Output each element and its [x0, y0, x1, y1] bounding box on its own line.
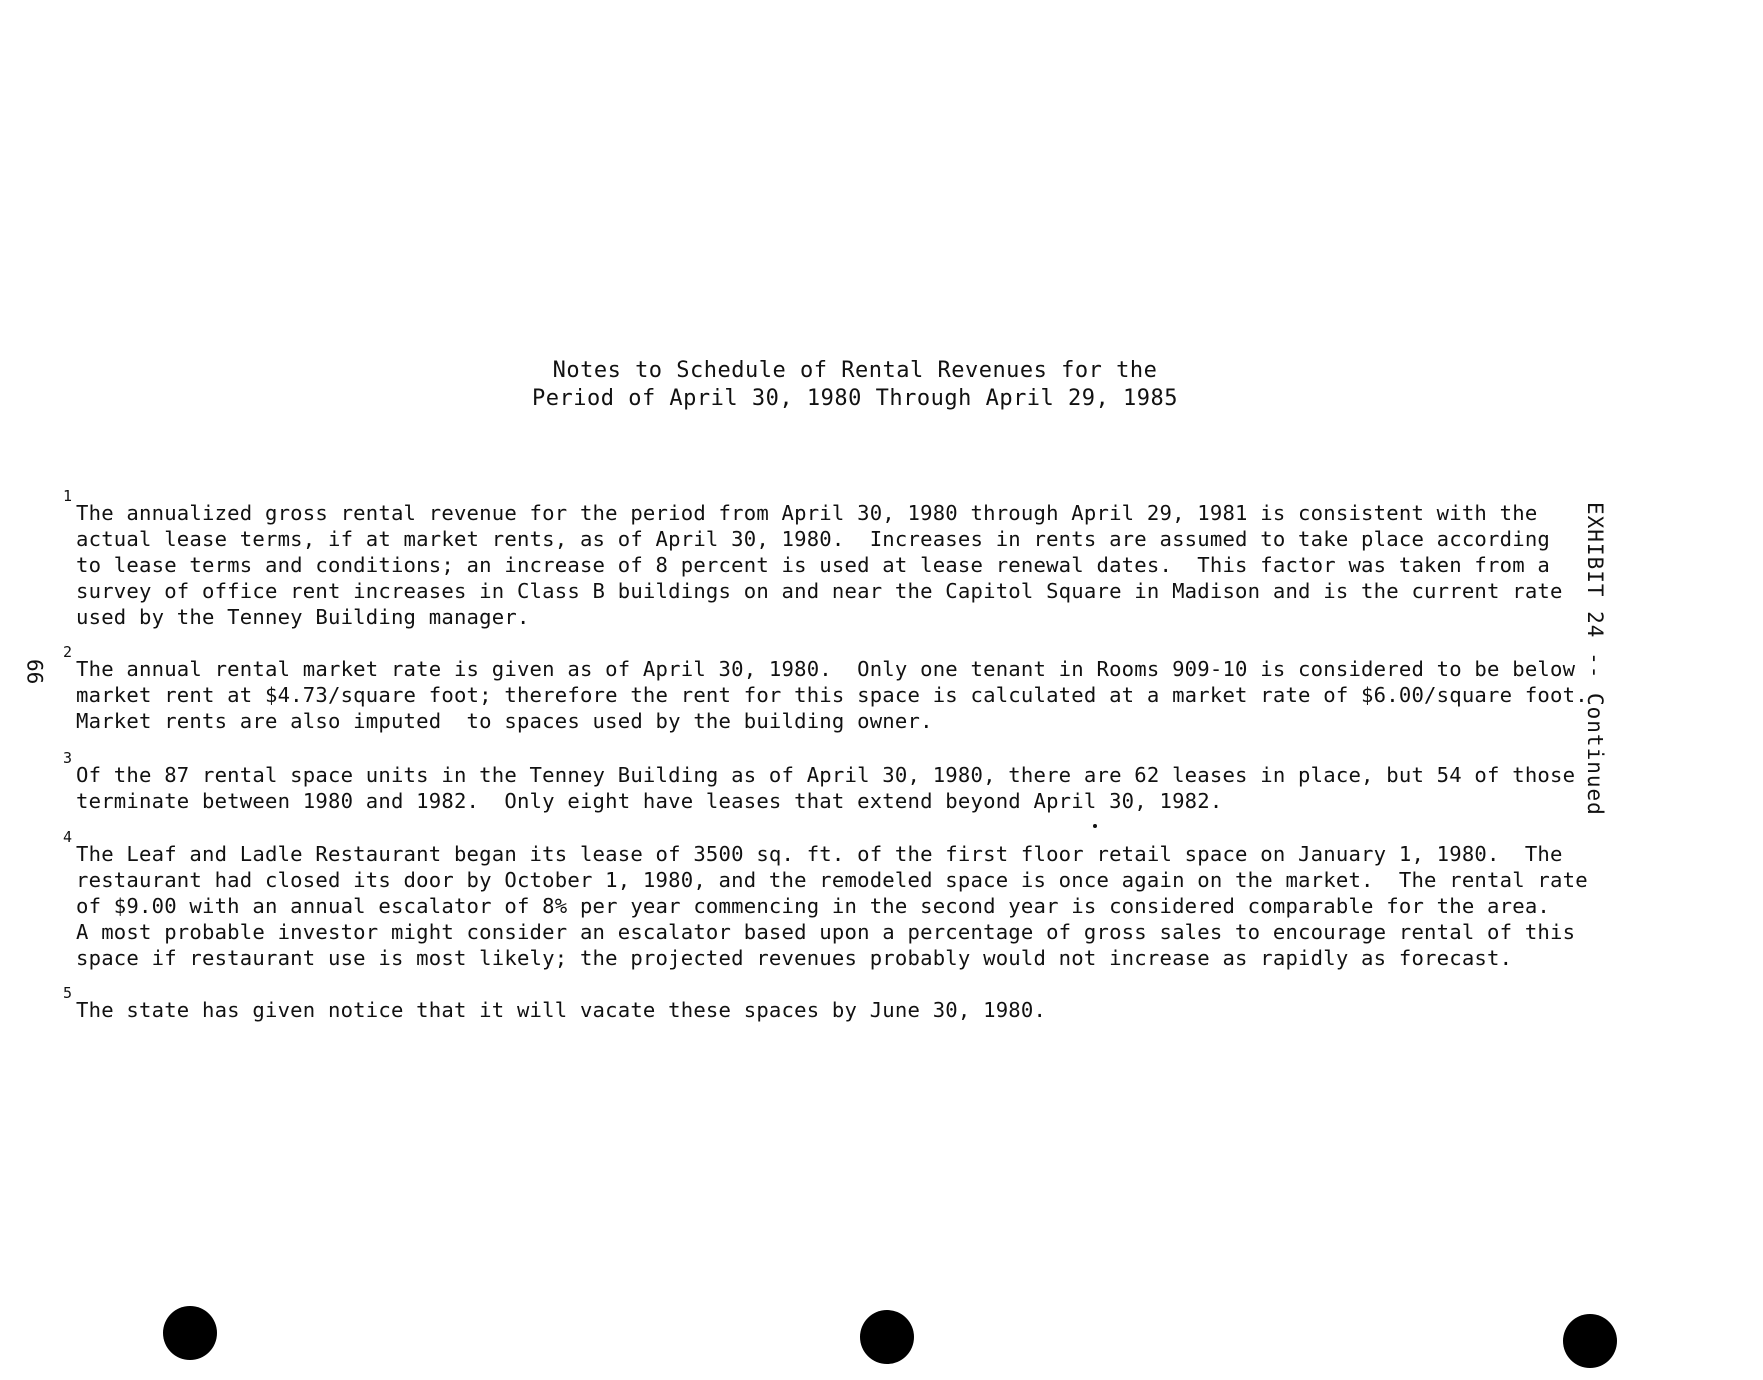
footnote-marker: 5: [63, 984, 73, 1002]
footnote-line: The state has given notice that it will vacate these spaces by June 30, 1980.: [76, 998, 1047, 1022]
footnote-marker: 1: [63, 487, 73, 505]
footnote-line: space if restaurant use is most likely; the projected revenues probably would not increase as rapidly as forecast.: [76, 946, 1513, 970]
stray-dot: [1093, 824, 1097, 828]
punch-hole-left: [163, 1306, 217, 1360]
footnote-line: The annual rental market rate is given as of April 30, 1980. Only one tenant in Rooms 909-10 is considered to be below: [76, 657, 1576, 681]
footnote-marker: 2: [63, 643, 73, 661]
footnote-line: of $9.00 with an annual escalator of 8% per year commencing in the second year is considered comparable for the area.: [76, 894, 1551, 918]
page-number: 99: [24, 659, 48, 685]
footnote-2: [63, 643, 1591, 734]
footnote-marker: 4: [63, 828, 73, 846]
punch-hole-right: [1563, 1314, 1617, 1368]
footnote-line: actual lease terms, if at market rents, as of April 30, 1980. Increases in rents are assumed to take place according: [76, 527, 1551, 551]
footnote-marker: 3: [63, 749, 73, 767]
footnote-5: [63, 984, 1591, 1023]
footnote-line: used by the Tenney Building manager.: [76, 605, 530, 629]
exhibit-label: EXHIBIT 24 -- Continued: [1583, 502, 1607, 816]
footnote-1: [63, 487, 1591, 630]
footnote-line: survey of office rent increases in Class B buildings on and near the Capitol Square in Madison and is the current rate: [76, 579, 1563, 603]
page-title-line-1: Notes to Schedule of Rental Revenues for the: [552, 358, 1158, 383]
footnote-line: restaurant had closed its door by October 1, 1980, and the remodeled space is once again on the market. The rental rate: [76, 868, 1588, 892]
punch-hole-center: [860, 1310, 914, 1364]
footnote-line: The annualized gross rental revenue for the period from April 30, 1980 through April 29, 1981 is consistent with the: [76, 501, 1538, 525]
footnote-line: to lease terms and conditions; an increase of 8 percent is used at lease renewal dates. This factor was taken from a: [76, 553, 1551, 577]
footnote-4: [63, 828, 1591, 971]
footnote-3: [63, 749, 1591, 814]
page-title-line-2: Period of April 30, 1980 Through April 29, 1985: [531, 386, 1179, 411]
footnote-line: A most probable investor might consider an escalator based upon a percentage of gross sales to encourage rental of this: [76, 920, 1576, 944]
footnote-line: terminate between 1980 and 1982. Only eight have leases that extend beyond April 30, 1982.: [76, 789, 1223, 813]
footnote-line: Market rents are also imputed to spaces used by the building owner.: [76, 709, 933, 733]
footnote-line: Of the 87 rental space units in the Tenney Building as of April 30, 1980, there are 62 leases in place, but 54 of those: [76, 763, 1576, 787]
footnote-line: market rent at $4.73/square foot; therefore the rent for this space is calculated at a market rate of $6.00/square foot.: [76, 683, 1588, 707]
footnote-line: The Leaf and Ladle Restaurant began its lease of 3500 sq. ft. of the first floor retail space on January 1, 1980. The: [76, 842, 1563, 866]
